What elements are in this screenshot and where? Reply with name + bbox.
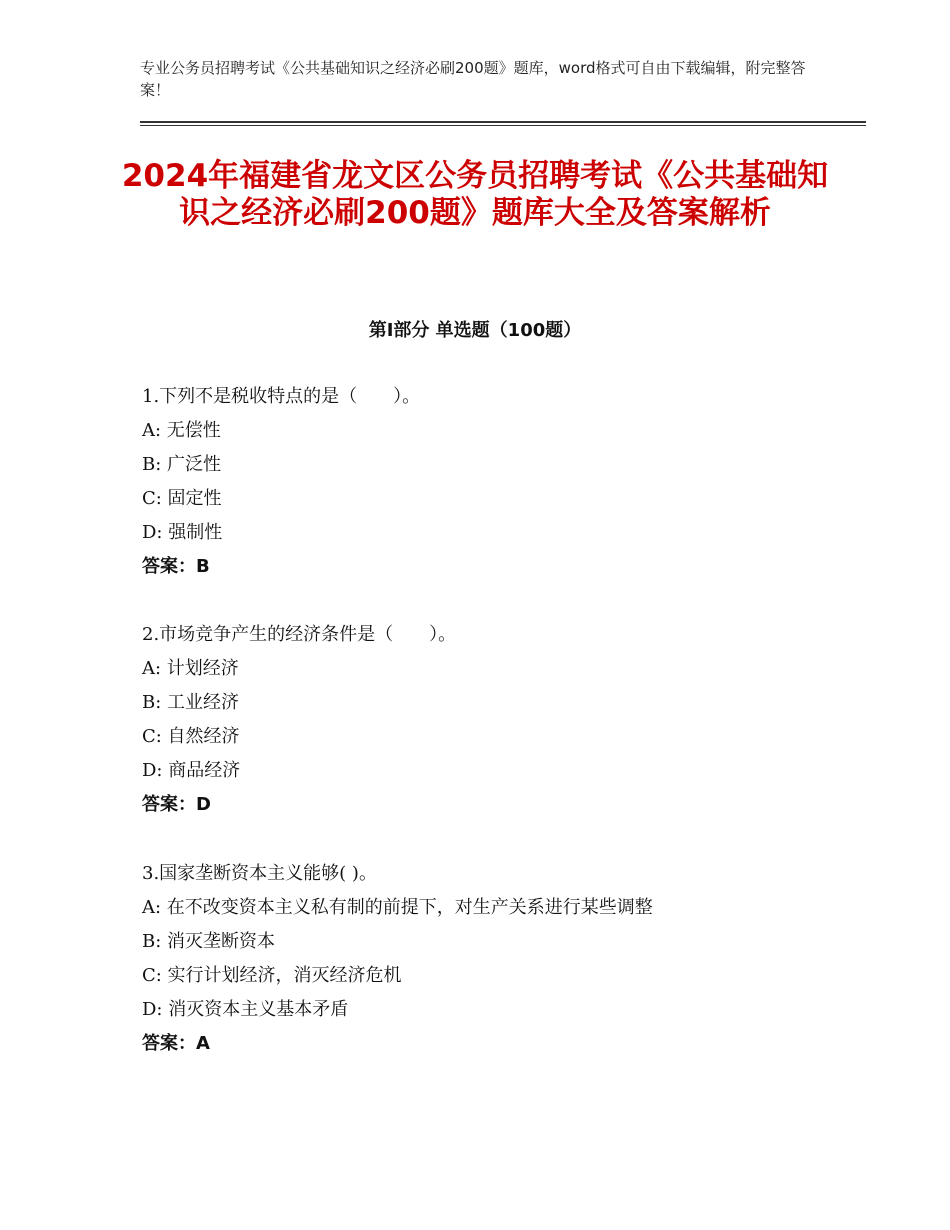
answer: 答案：A: [142, 1033, 210, 1054]
question-1: [142, 380, 420, 584]
section-heading: 第Ⅰ部分 单选题（100题）: [368, 320, 582, 341]
option-c: C: 固定性: [142, 488, 222, 509]
answer: 答案：D: [142, 794, 211, 815]
question-stem: 3.国家垄断资本主义能够( )。: [142, 863, 377, 884]
question-2: [142, 618, 456, 822]
option-d: D: 消灭资本主义基本矛盾: [142, 999, 349, 1020]
header-note: 专业公务员招聘考试《公共基础知识之经济必刷200题》题库，word格式可自由下载编辑，附完整答案！: [140, 59, 806, 99]
option-c: C: 实行计划经济，消灭经济危机: [142, 965, 402, 986]
question-stem: 2.市场竞争产生的经济条件是（ ）。: [142, 624, 457, 645]
option-a: A: 在不改变资本主义私有制的前提下，对生产关系进行某些调整: [142, 897, 653, 918]
option-a: A: 无偿性: [142, 420, 221, 441]
option-c: C: 自然经济: [142, 726, 240, 747]
option-b: B: 工业经济: [142, 692, 240, 713]
option-d: D: 强制性: [142, 522, 223, 543]
answer: 答案：B: [142, 556, 210, 577]
option-b: B: 消灭垄断资本: [142, 931, 276, 952]
header-divider-thin: [140, 125, 866, 126]
option-b: B: 广泛性: [142, 454, 222, 475]
header-divider: [140, 121, 866, 123]
document-title: 2024年福建省龙文区公务员招聘考试《公共基础知识之经济必刷200题》题库大全及答案解析: [121, 158, 829, 231]
option-a: A: 计划经济: [142, 658, 239, 679]
question-stem: 1.下列不是税收特点的是（ ）。: [142, 386, 421, 407]
option-d: D: 商品经济: [142, 760, 241, 781]
question-3: [142, 857, 653, 1061]
